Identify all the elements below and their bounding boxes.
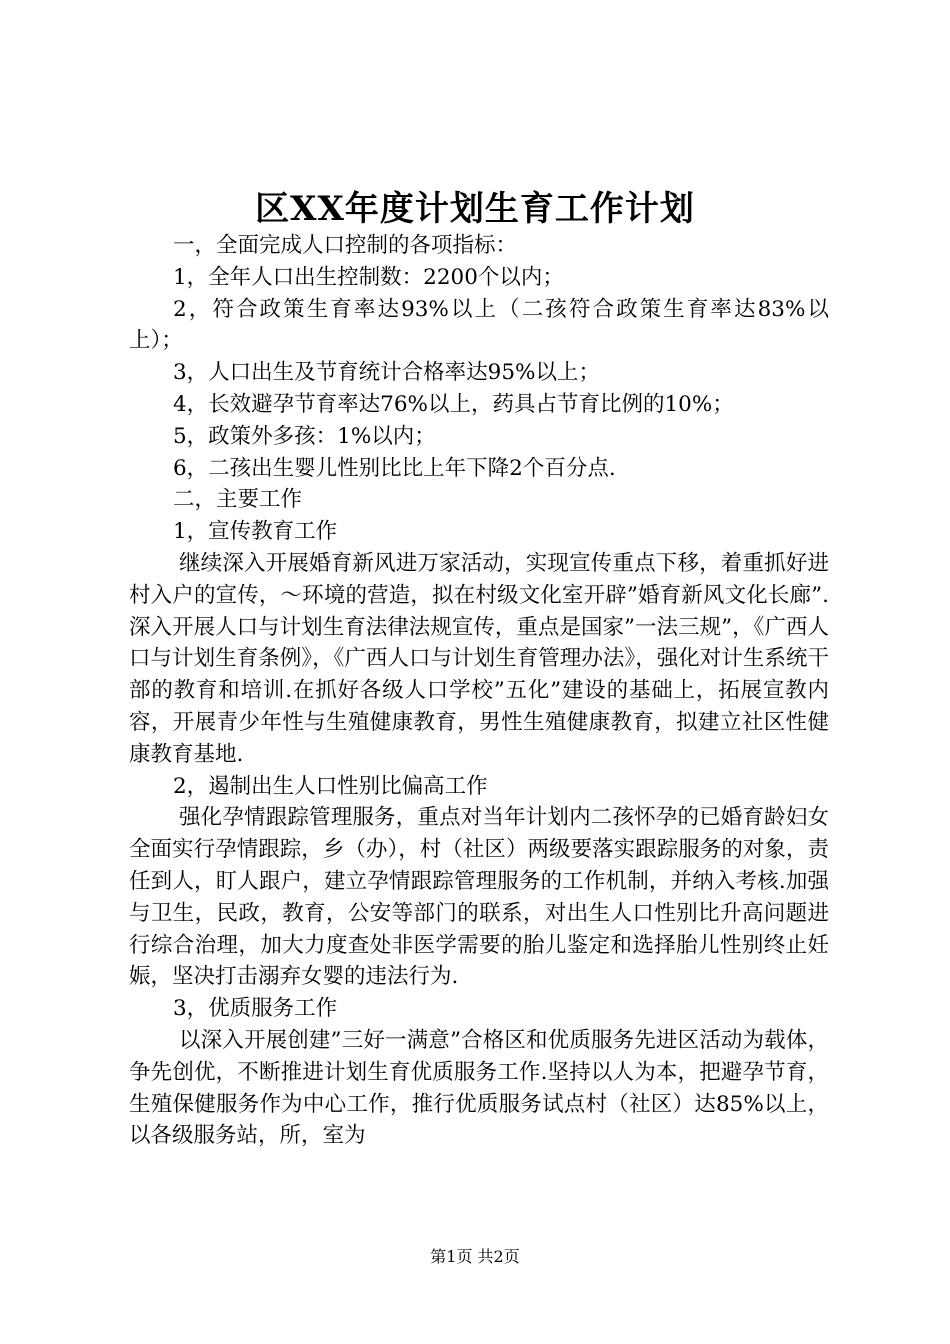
list-item: 1，全年人口出生控制数：2200个以内； [173, 264, 564, 290]
section-heading: 二，主要工作 [173, 487, 303, 513]
body-paragraph: 继续深入开展婚育新风进万家活动，实现宣传重点下移，着重抓好进村入户的宣传，～环境的营造，拟在村级文化室开辟”婚育新风文化长廊”.深入开展人口与计划生育法律法规宣传，重点是国家”一法三规”，《广西人口与计划生育条例》，《广西人口与计划生育管理办法》，强化对计生系统干部的教育和培训.在抓好各级人口学校”五化”建设的基础上，拓展宣教内容，开展青少年性与生殖健康教育，男性生殖健康教育，拟建立社区性健康教育基地. [129, 550, 829, 767]
subsection-heading: 3，优质服务工作 [173, 996, 338, 1022]
body-paragraph: 以深入开展创建”三好一满意”合格区和优质服务先进区活动为载体，争先创优，不断推进计划生育优质服务工作.坚持以人为本，把避孕节育，生殖保健服务作为中心工作，推行优质服务试点村（社区）达85%以上，以各级服务站，所，室为 [129, 1027, 829, 1149]
list-item: 2，符合政策生育率达93%以上（二孩符合政策生育率达83%以上）； [129, 296, 829, 354]
document-title: 区XX年度计划生育工作计划 [255, 189, 695, 229]
subsection-heading: 2，遏制出生人口性别比偏高工作 [173, 773, 488, 799]
list-item: 5，政策外多孩：1%以内； [173, 423, 436, 449]
body-paragraph: 强化孕情跟踪管理服务，重点对当年计划内二孩怀孕的已婚育龄妇女全面实行孕情跟踪，乡（办），村（社区）两级要落实跟踪服务的对象，责任到人，盯人跟户，建立孕情跟踪管理服务的工作机制，并纳入考核.加强与卫生，民政，教育，公安等部门的联系，对出生人口性别比升高问题进行综合治理，加大力度查处非医学需要的胎儿鉴定和选择胎儿性别终止妊娠，坚决打击溺弃女婴的违法行为. [129, 805, 829, 990]
subsection-heading: 1，宣传教育工作 [173, 519, 338, 545]
list-item: 6，二孩出生婴儿性别比比上年下降2个百分点. [173, 455, 616, 481]
list-item: 3，人口出生及节育统计合格率达95%以上； [173, 360, 600, 386]
section-heading: 一，全面完成人口控制的各项指标： [173, 233, 518, 258]
document-body [129, 230, 829, 1152]
list-item: 4，长效避孕节育率达76%以上，药具占节育比例的10%； [173, 391, 734, 417]
page-footer: 第1页 共2页 [430, 1247, 520, 1266]
